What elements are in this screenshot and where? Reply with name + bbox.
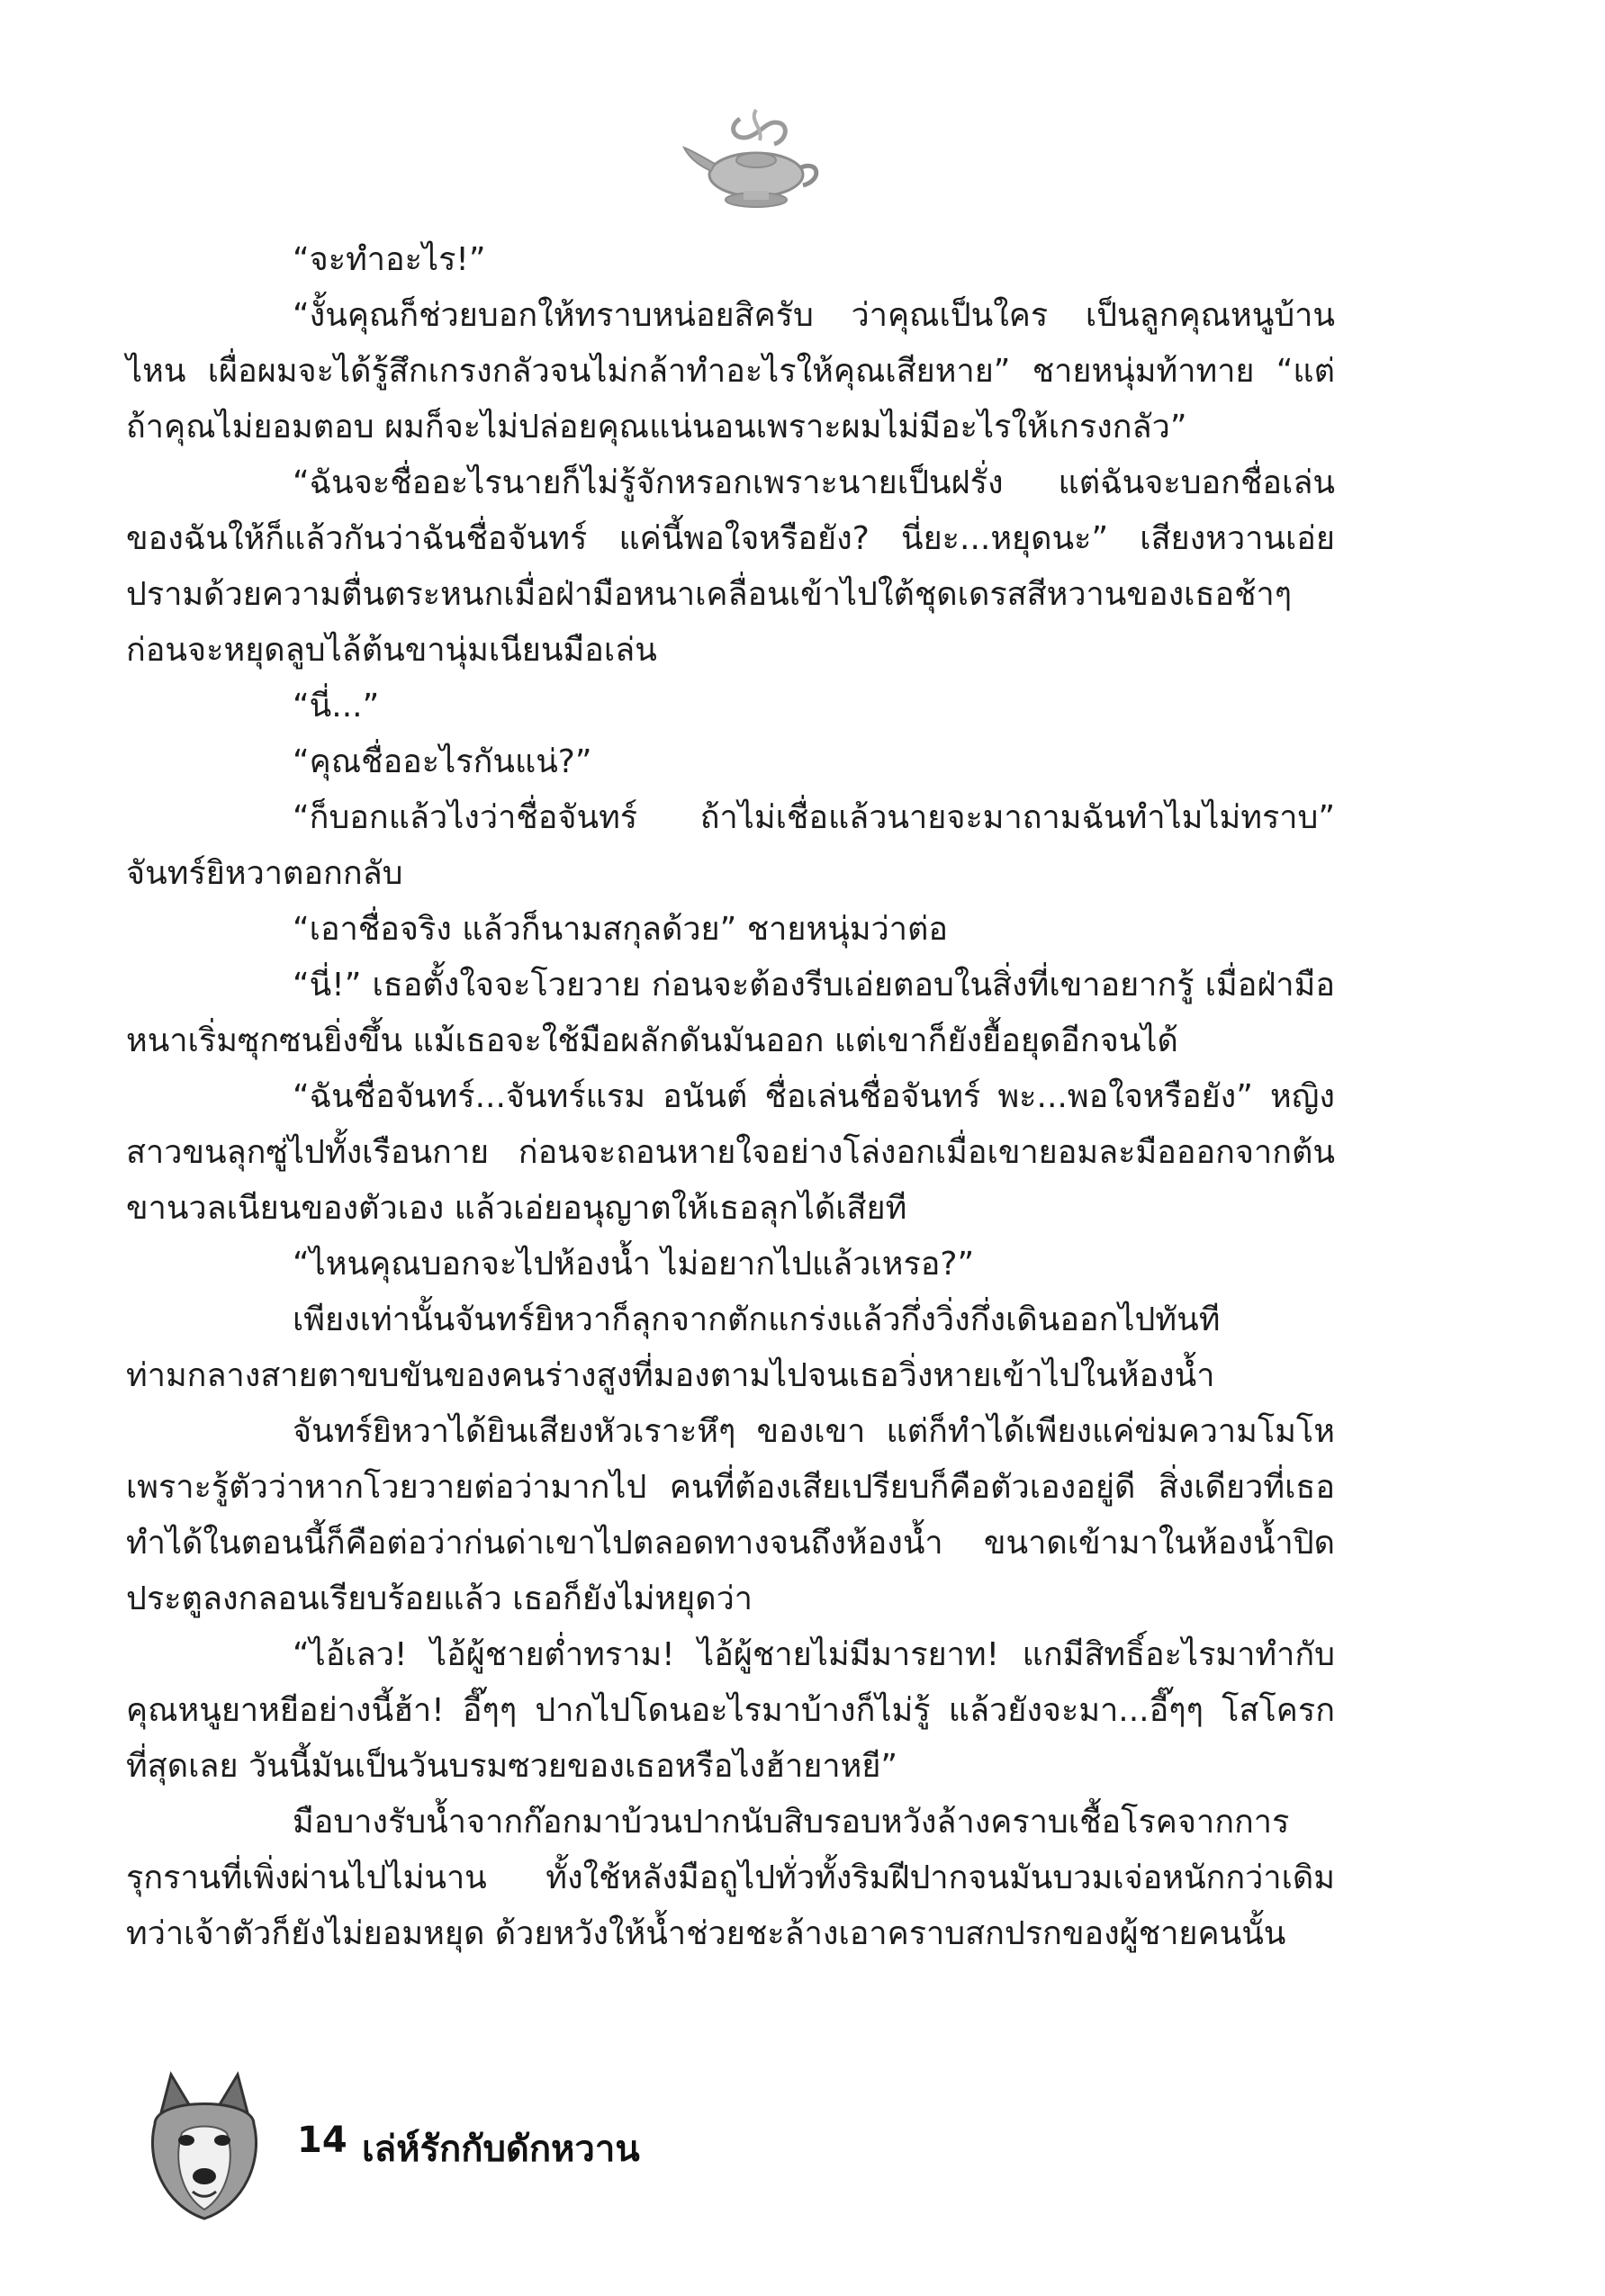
paragraph-14: มือบางรับน้ำจากก๊อกมาบ้วนปากนับสิบรอบหวังล้างคราบเชื้อโรคจากการรุกรานที่เพิ่งผ่านไปไม่นาน ทั้งใช้หลังมือถูไปทั่วทั้งริมฝีปากจนมันบวมเจ่อหนักกว่าเดิม ทว่าเจ้าตัวก็ยังไม่ยอมหยุด ด้วยหวังให้น้ำช่วยชะล้างเอาคราบสกปรกของผู้ชายคนนั้น — [126, 1804, 1335, 1952]
paragraph-7: “เอาชื่อจริง แล้วก็นามสกุลด้วย” ชายหนุ่มว่าต่อ — [293, 911, 948, 948]
paragraph-12: จันทร์ยิหวาได้ยินเสียงหัวเราะหึๆ ของเขา แต่ก็ทำได้เพียงแค่ข่มความโมโหเพราะรู้ตัวว่าหากโวยวายต่อว่ามากไป คนที่ต้องเสียเปรียบก็คือตัวเองอยู่ดี สิ่งเดียวที่เธอทำได้ในตอนนี้ก็คือต่อว่าก่นด่าเขาไปตลอดทางจนถึงห้องน้ำ ขนาดเข้ามาในห้องน้ำปิดประตูลงกลอนเรียบร้อยแล้ว เธอก็ยังไม่หยุดว่า — [126, 1413, 1335, 1617]
paragraph-4: “นี่...” — [293, 688, 380, 725]
paragraph-5: “คุณชื่ออะไรกันแน่?” — [293, 743, 592, 780]
paragraph-11: เพียงเท่านั้นจันทร์ยิหวาก็ลุกจากตักแกร่งแล้วกึ่งวิ่งกึ่งเดินออกไปทันที ท่ามกลางสายตาขบขันของคนร่างสูงที่มองตามไปจนเธอวิ่งหายเข้าไปในห้องน้ำ — [126, 1301, 1221, 1394]
page-number: 14 — [297, 2120, 347, 2161]
paragraph-13: “ไอ้เลว! ไอ้ผู้ชายต่ำทราม! ไอ้ผู้ชายไม่มีมารยาท! แกมีสิทธิ์อะไรมาทำกับคุณหนูยาหยีอย่างนี้ฮ้า! อี๊ๆๆ ปากไปโดนอะไรมาบ้างก็ไม่รู้ แล้วยังจะมา...อี๊ๆๆ โสโครกที่สุดเลย วันนี้มันเป็นวันบรมซวยของเธอหรือไงฮ้ายาหยี” — [126, 1636, 1335, 1785]
paragraph-2: “งั้นคุณก็ช่วยบอกให้ทราบหน่อยสิครับ ว่าคุณเป็นใคร เป็นลูกคุณหนูบ้านไหน เผื่อผมจะได้รู้สึกเกรงกลัวจนไม่กล้าทำอะไรให้คุณเสียหาย” ชายหนุ่มท้าทาย “แต่ถ้าคุณไม่ยอมตอบ ผมก็จะไม่ปล่อยคุณแน่นอนเพราะผมไม่มีอะไรให้เกรงกลัว” — [126, 297, 1335, 446]
teapot-lamp-icon — [677, 101, 830, 218]
paragraph-3: “ฉันจะชื่ออะไรนายก็ไม่รู้จักหรอกเพราะนายเป็นฝรั่ง แต่ฉันจะบอกชื่อเล่นของฉันให้ก็แล้วกันว่าฉันชื่อจันทร์ แค่นี้พอใจหรือยัง? นี่ยะ...หยุดนะ” เสียงหวานเอ่ยปรามด้วยความตื่นตระหนกเมื่อฝ่ามือหนาเคลื่อนเข้าไปใต้ชุดเดรสสีหวานของเธอช้าๆ ก่อนจะหยุดลูบไล้ต้นขานุ่มเนียนมือเล่น — [126, 464, 1335, 669]
paragraph-9: “ฉันชื่อจันทร์...จันทร์แรม อนันต์ ชื่อเล่นชื่อจันทร์ พะ...พอใจหรือยัง” หญิงสาวขนลุกซู่ไปทั้งเรือนกาย ก่อนจะถอนหายใจอย่างโล่งอกเมื่อเขายอมละมือออกจากต้นขานวลเนียนของตัวเอง แล้วเอ่ยอนุญาตให้เธอลุกได้เสียที — [126, 1078, 1335, 1227]
paragraph-6: “ก็บอกแล้วไงว่าชื่อจันทร์ ถ้าไม่เชื่อแล้วนายจะมาถามฉันทำไมไม่ทราบ” จันทร์ยิหวาตอกกลับ — [126, 799, 1335, 892]
page-footer — [126, 2070, 936, 2250]
paragraph-1: “จะทำอะไร!” — [293, 241, 486, 278]
husky-dog-icon — [137, 2070, 272, 2223]
paragraph-10: “ไหนคุณบอกจะไปห้องน้ำ ไม่อยากไปแล้วเหรอ?” — [293, 1246, 975, 1283]
book-title: เล่ห์รักกับดักหวาน — [362, 2129, 640, 2170]
paragraph-8: “นี่!” เธอตั้งใจจะโวยวาย ก่อนจะต้องรีบเอ่ยตอบในสิ่งที่เขาอยากรู้ เมื่อฝ่ามือหนาเริ่มซุกซนยิ่งขึ้น แม้เธอจะใช้มือผลักดันมันออก แต่เขาก็ยังยื้อยุดอีกจนได้ — [126, 967, 1335, 1059]
text-body — [126, 232, 1335, 1962]
